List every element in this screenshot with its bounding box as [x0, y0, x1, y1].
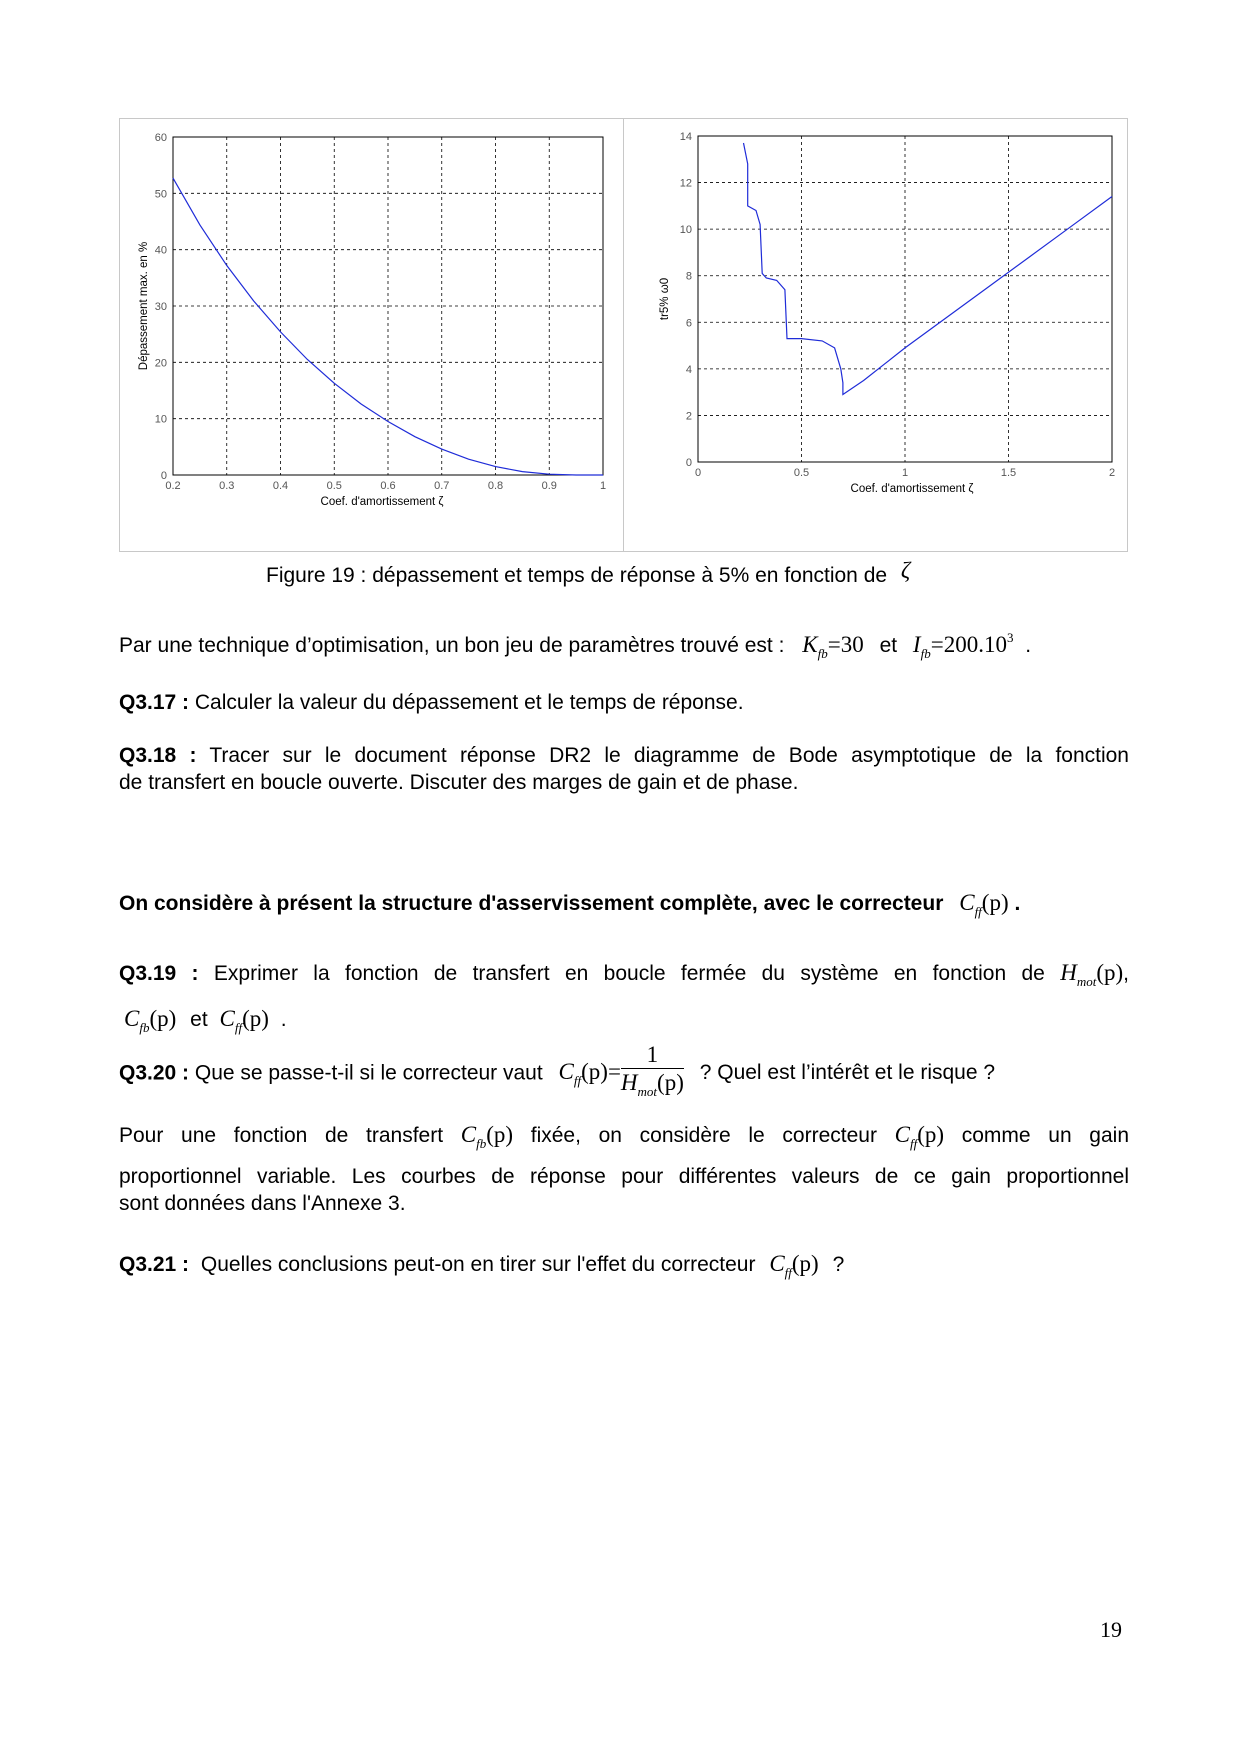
y-tick-label: 20	[154, 357, 167, 370]
k-fb-expression: $K_{fb}=30$	[802, 632, 864, 661]
right-chart-grid	[698, 136, 1112, 462]
x-tick-label: 0	[694, 467, 702, 479]
q3-19-cfb: $C_{fb}(p)$	[124, 1006, 177, 1035]
right-chart-ticks	[680, 131, 1115, 479]
gain-paragraph	[119, 1121, 1129, 1217]
y-tick-label: 0	[685, 457, 692, 469]
y-tick-label: 4	[685, 363, 692, 376]
q3-19-label: Q3.19 :	[119, 962, 199, 985]
q3-20-label: Q3.20 :	[119, 1061, 190, 1085]
q3-20-after: ? Quel est l’intérêt et le risque ?	[699, 1061, 996, 1085]
y-tick-label: 30	[154, 301, 167, 313]
y-tick-label: 2	[685, 410, 692, 423]
intro-text: Par une technique d’optimisation, un bon jeu de paramètres trouvé est :	[119, 634, 785, 657]
q3-21-end: ?	[832, 1253, 845, 1276]
x-tick-label: 0.4	[272, 480, 289, 492]
intro-paragraph	[119, 624, 1129, 667]
question-q3-20	[119, 1042, 995, 1106]
x-tick-label: 0.2	[165, 480, 181, 492]
y-tick-label: 14	[679, 131, 692, 143]
para-line2: proportionnel variable. Les courbes de réponse pour différentes valeurs de ce gain proportionnel	[119, 1165, 1129, 1188]
i-fb-expression: $I_{fb}=200.10^3$	[912, 630, 1014, 661]
y-tick-label: 50	[154, 188, 167, 201]
y-tick-label: 10	[679, 224, 692, 237]
figure-caption-text: Figure 19 : dépassement et temps de réponse à 5% en fonction de	[266, 564, 888, 587]
q3-21-text: Quelles conclusions peut-on en tirer sur l'effet du correcteur	[200, 1253, 756, 1276]
q3-21-label: Q3.21 :	[119, 1253, 190, 1276]
figure-caption-symbol: ζ	[900, 558, 911, 583]
overshoot-chart	[120, 119, 620, 549]
x-tick-label: 0.5	[793, 467, 810, 479]
section-end: .	[1014, 892, 1021, 915]
left-chart-ticks	[155, 132, 606, 492]
x-tick-label: 0.3	[219, 480, 235, 492]
q3-19-hmot: $H_{mot}(p)$	[1060, 960, 1124, 989]
q3-20-text: Que se passe-t-il si le correcteur vaut	[194, 1061, 543, 1085]
q3-18-line2: de transfert en boucle ouverte. Discuter des marges de gain et de phase.	[119, 771, 799, 794]
right-chart-ylabel: tr5% ω0	[659, 277, 671, 321]
y-tick-label: 10	[154, 413, 167, 426]
left-chart-ylabel: Dépassement max. en %	[138, 241, 150, 371]
para-w2: fixée, on considère le correcteur	[530, 1124, 877, 1147]
para-line3: sont données dans l'Annexe 3.	[119, 1192, 406, 1215]
section-text: On considère à présent la structure d'asservissement complète, avec le correcteur	[119, 892, 944, 915]
y-tick-label: 60	[154, 132, 167, 144]
x-tick-label: 0.5	[326, 480, 342, 492]
question-q3-17	[119, 689, 744, 716]
section-cff: $C_{ff}(p)$	[959, 890, 1009, 919]
page-number: 19	[1100, 1617, 1122, 1642]
x-tick-label: 0.6	[380, 480, 396, 492]
question-q3-19: Q3.19 : Exprimer la fonction de transfert en boucle fermée du système en fonction de $H_{mot}(p)$, $C_{fb}(p)$ et $C_{ff}(p)$ .	[119, 960, 1129, 1035]
figure-caption	[266, 558, 911, 589]
y-tick-label: 0	[160, 470, 167, 482]
q3-21-cff: $C_{ff}(p)$	[769, 1251, 819, 1280]
q3-18-line1: Tracer sur le document réponse DR2 le diagramme de Bode asymptotique de la fonction	[209, 744, 1129, 767]
q3-18-label: Q3.18 :	[119, 744, 197, 767]
para-w1: Pour une fonction de transfert	[119, 1124, 444, 1147]
y-tick-label: 12	[679, 177, 692, 190]
x-tick-label: 2	[1108, 467, 1116, 479]
para-cff: $C_{ff}(p)$	[894, 1122, 945, 1151]
section-statement	[119, 889, 1020, 925]
response-time-chart	[624, 119, 1126, 549]
question-q3-21	[119, 1250, 844, 1286]
y-tick-label: 8	[685, 270, 692, 283]
x-tick-label: 0.7	[434, 480, 450, 492]
intro-et: et	[879, 634, 898, 657]
left-chart-xlabel: Coef. d'amortissement ζ	[320, 496, 444, 508]
q3-20-formula: $C_{ff}(p)=$ $\frac{1}{H_{mot}(p)}$	[558, 1042, 684, 1099]
x-tick-label: 0.9	[541, 480, 557, 492]
q3-17-text: Calculer la valeur du dépassement et le temps de réponse.	[194, 691, 744, 714]
intro-end: .	[1025, 634, 1032, 657]
q3-19-et: et	[190, 1008, 208, 1031]
q3-19-line1: Exprimer la fonction de transfert en boucle fermée du système en fonction de	[213, 962, 1045, 985]
para-cfb: $C_{fb}(p)$	[460, 1122, 514, 1151]
x-tick-label: 1.5	[1000, 467, 1017, 479]
right-chart-xlabel: Coef. d'amortissement ζ	[850, 483, 974, 495]
q3-19-end: .	[280, 1008, 287, 1031]
y-tick-label: 6	[685, 317, 692, 330]
para-w3: comme un gain	[961, 1124, 1130, 1147]
y-tick-label: 40	[154, 244, 167, 257]
q3-17-label: Q3.17 :	[119, 691, 190, 714]
x-tick-label: 0.8	[487, 480, 504, 492]
question-q3-18	[119, 742, 1129, 796]
x-tick-label: 1	[901, 467, 909, 479]
q3-19-cff: $C_{ff}(p)$	[219, 1006, 269, 1035]
response-time-curve	[744, 143, 1113, 395]
left-chart-grid	[173, 137, 603, 475]
x-tick-label: 1	[599, 480, 607, 492]
